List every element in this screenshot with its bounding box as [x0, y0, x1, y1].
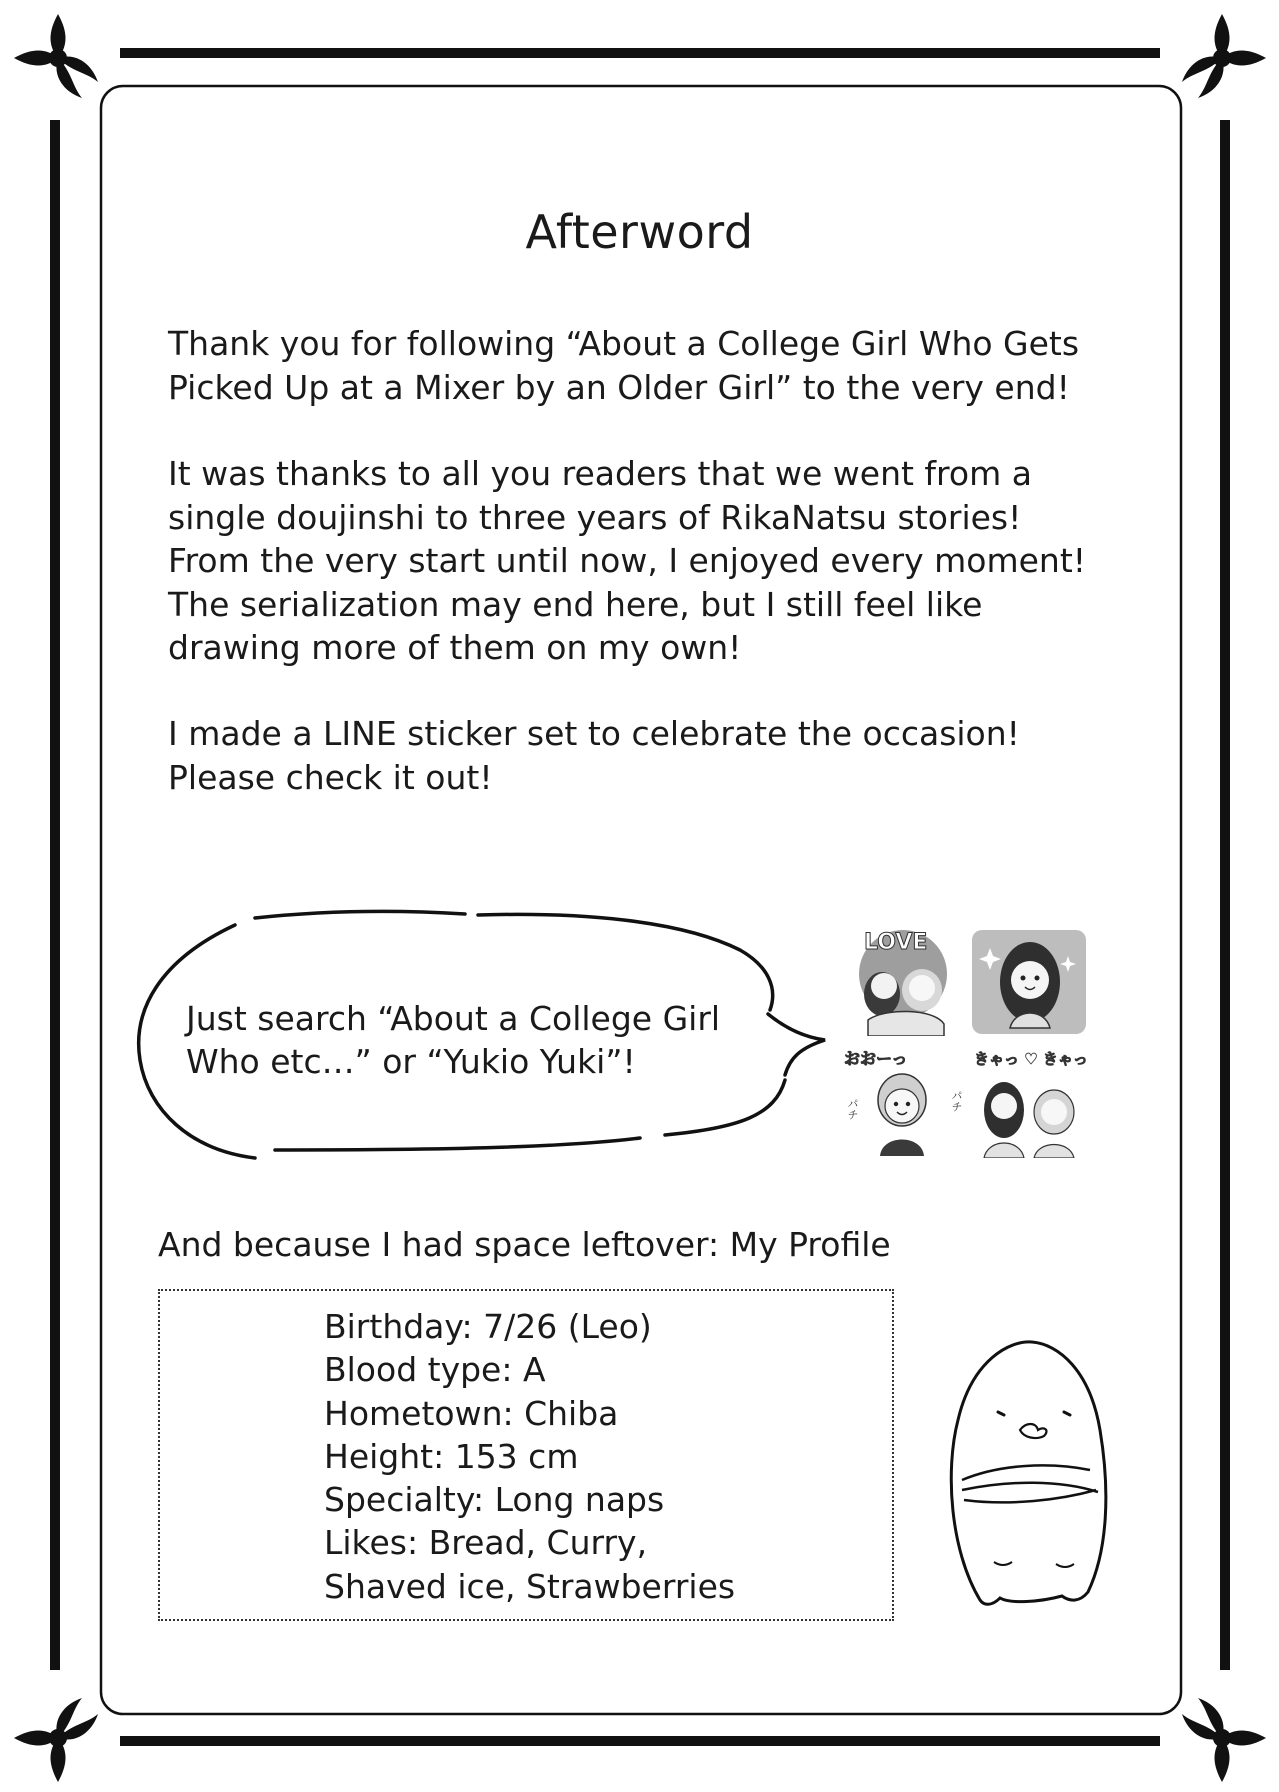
- intro-line: Picked Up at a Mixer by an Older Girl” to the very end!: [168, 367, 1070, 407]
- mascot-blob-icon: [940, 1330, 1120, 1610]
- love-label: LOVE: [864, 930, 928, 955]
- sparkle-girl-sticker-icon: [970, 928, 1088, 1036]
- clapping-boy-sticker-icon: [844, 1050, 962, 1158]
- profile-birthday: Birthday: 7/26 (Leo): [324, 1307, 652, 1346]
- profile-blood-type: Blood type: A: [324, 1350, 546, 1390]
- profile-list: [324, 1305, 735, 1608]
- body-line: drawing more of them on my own!: [168, 628, 742, 667]
- page-title: Afterword: [525, 205, 754, 259]
- profile-likes-continued: Shaved ice, Strawberries: [324, 1566, 736, 1606]
- body-line: From the very start until now, I enjoyed every moment!: [168, 541, 1086, 580]
- body-line: It was thanks to all you readers that we went from a: [168, 454, 1032, 493]
- profile-hometown: Hometown: Chiba: [324, 1393, 619, 1433]
- ooh-label: おおーっ: [844, 1049, 908, 1068]
- ornament-bottom-left-icon: [14, 1698, 98, 1782]
- clap-mark-left: パチ: [846, 1098, 859, 1120]
- love-sticker-icon: [844, 928, 962, 1036]
- intro-paragraph: [168, 322, 1128, 409]
- ornament-bottom-right-icon: [1182, 1698, 1266, 1782]
- cheering-pair-sticker-icon: [970, 1050, 1088, 1158]
- bubble-line: Just search “About a College Girl: [186, 999, 721, 1038]
- clap-mark-right: パチ: [950, 1090, 963, 1112]
- sticker-grid: [840, 928, 1096, 1164]
- profile-height: Height: 153 cm: [324, 1436, 579, 1476]
- body-paragraph: [168, 452, 1128, 670]
- kya-label: きゃっ ♥ きゃっ: [974, 1050, 1088, 1068]
- body-line: single doujinshi to three years of RikaNatsu stories!: [168, 497, 1022, 537]
- profile-heading: And because I had space leftover: My Profile: [158, 1225, 891, 1264]
- intro-line: Thank you for following “About a College Girl Who Gets: [168, 324, 1080, 363]
- profile-specialty: Specialty: Long naps: [324, 1480, 665, 1520]
- profile-likes: Likes: Bread, Curry,: [324, 1523, 648, 1563]
- sticker-paragraph: [168, 712, 1128, 799]
- ornament-top-left-icon: [14, 14, 98, 98]
- sticker-line: Please check it out!: [168, 757, 493, 797]
- speech-bubble-text: [186, 997, 720, 1083]
- ornament-top-right-icon: [1182, 14, 1266, 98]
- body-line: The serialization may end here, but I still feel like: [168, 584, 983, 624]
- sticker-line: I made a LINE sticker set to celebrate the occasion!: [168, 714, 1020, 753]
- bubble-line: Who etc…” or “Yukio Yuki”!: [186, 1042, 636, 1081]
